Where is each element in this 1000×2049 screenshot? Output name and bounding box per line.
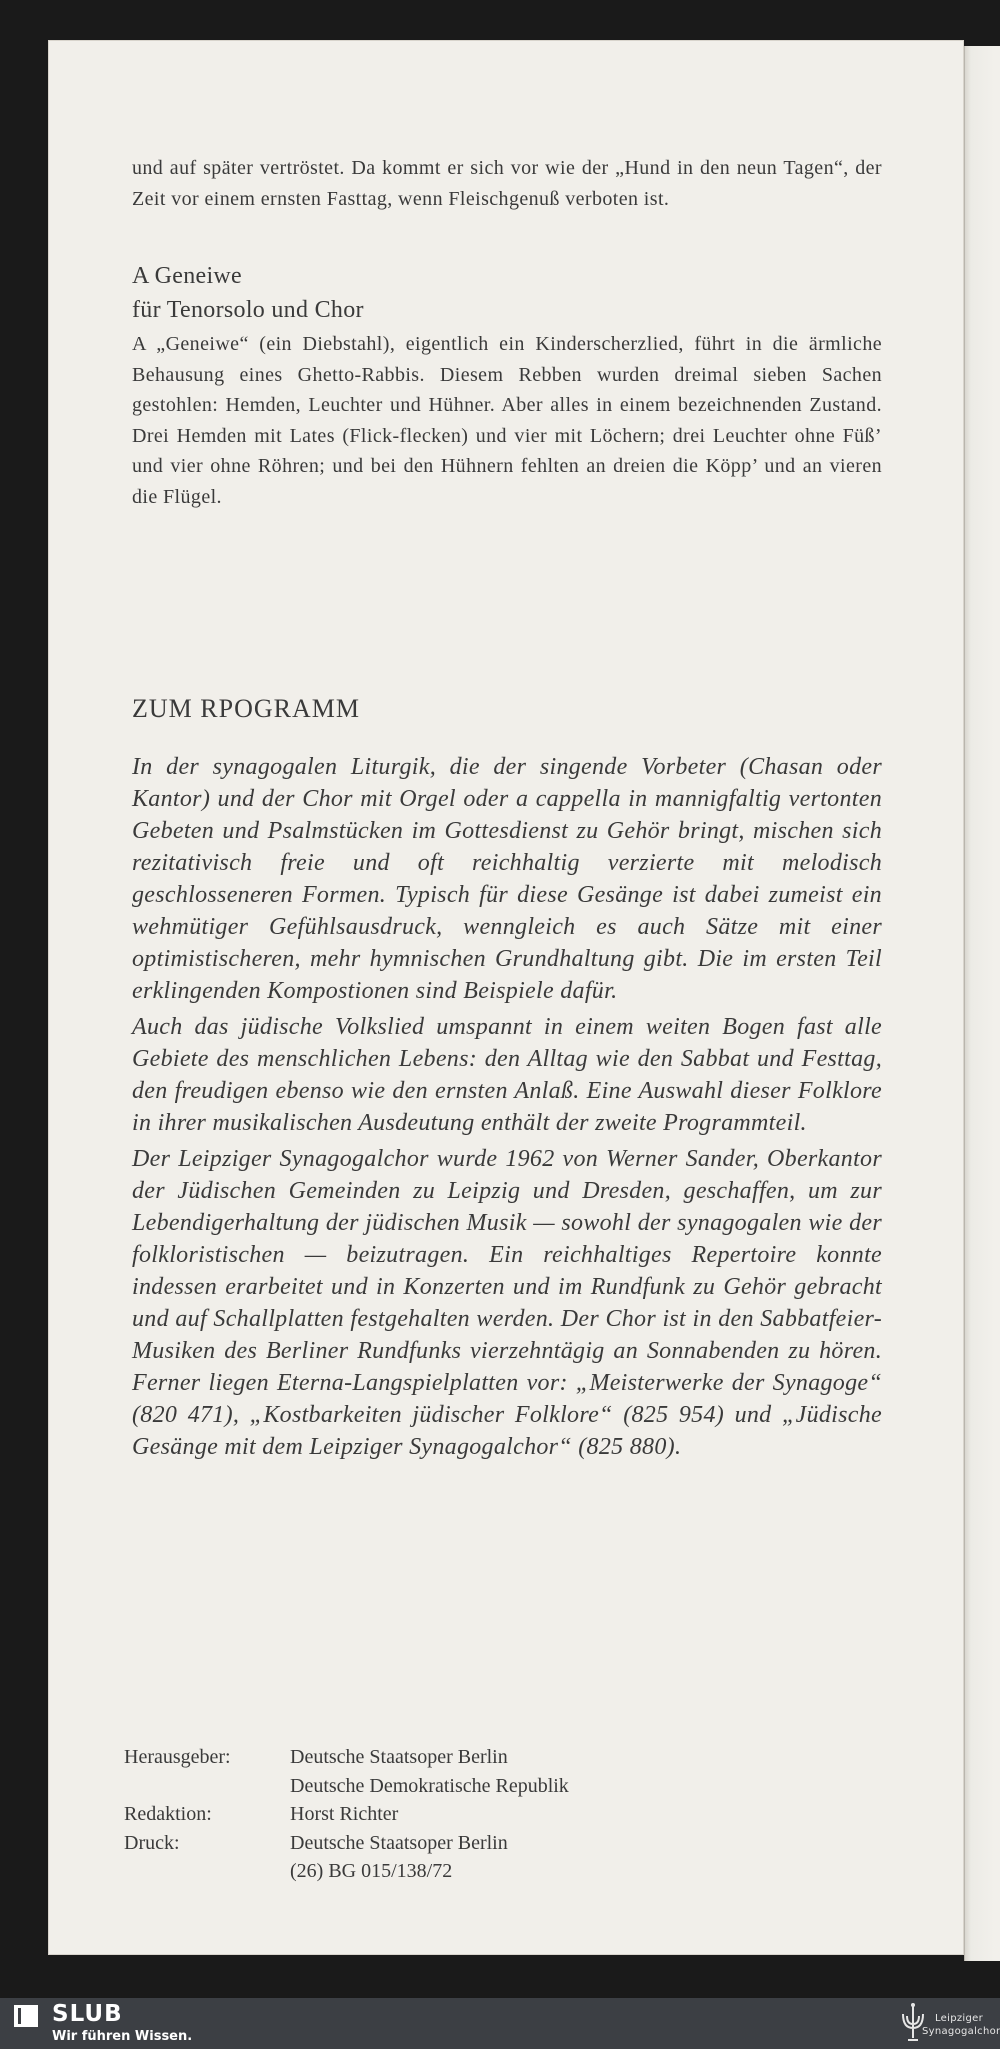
choir-name: Leipziger Synagogalchor	[922, 2013, 1000, 2037]
publisher-value-2: Deutsche Demokratische Republik	[290, 1774, 569, 1797]
publisher-label: Herausgeber:	[124, 1746, 231, 1768]
editor-label: Redaktion:	[124, 1803, 212, 1825]
song-title: A Geneiwe	[132, 263, 242, 289]
program-paragraph: Auch das jüdische Volkslied umspannt in einem weiten Bogen fast alle Gebiete des menschlichen Lebens: den Alltag wie den Sabbat und Festtag, den freudigen ebenso wie den ernsten Anlaß. Eine Auswahl dieser Folklore in ihrer musikalischen Ausdeutung enthält der zweite Programmteil.	[132, 1014, 882, 1136]
page-edge	[964, 46, 1000, 1961]
program-paragraph: Der Leipziger Synagogalchor wurde 1962 von Werner Sander, Oberkantor der Jüdischen Gemeinden zu Leipzig und Dresden, geschaffen, um zur Lebendigerhaltung der jüdischen Musik — sowohl der synagogalen wie der folkloristischen — beizutragen. Ein reichhaltiges Repertoire konnte indessen erarbeitet und in Konzerten und im Rundfunk zu Gehör gebracht und auf Schallplatten festgehalten werden. Der Chor ist in den Sabbatfeier-Musiken des Berliner Rundfunks vierzehntägig an Sonnabenden zu hören. Ferner liegen Eterna-Langspielplatten vor: „Meisterwerke der Synagoge“ (820 471), „Kostbarkeiten jüdischer Folklore“ (825 954) und „Jüdische Gesänge mit dem Leipziger Synagogalchor“ (825 880).	[132, 1146, 882, 1460]
song-section	[132, 259, 882, 512]
song-subtitle: für Tenorsolo und Chor	[132, 297, 364, 323]
editor-value: Horst Richter	[290, 1803, 399, 1825]
print-label: Druck:	[124, 1831, 180, 1854]
library-name: SLUB	[52, 2001, 123, 2027]
slub-book-icon	[14, 2005, 38, 2027]
program-heading-block	[132, 694, 882, 724]
publisher-value: Deutsche Staatsoper Berlin	[290, 1746, 508, 1768]
program-paragraph: In der synagogalen Liturgik, die der singende Vorbeter (Chasan oder Kantor) und der Chor mit Orgel oder a cappella in mannigfaltig vertonten Gebeten und Psalmstücken im Gottesdienst zu Gehör bringt, mischen sich rezitativisch freie und oft reichhaltig verzierte mit melodisch geschlosseneren Formen. Typisch für diese Gesänge ist dabei zumeist ein wehmütiger Gefühlsausdruck, wenngleich es auch Sätze mit einer optimistischeren, mehr hymnischen Grundhaltung gibt. Die im ersten Teil erklingenden Kompostionen sind Beispiele dafür.	[132, 754, 882, 1004]
song-description: A „Geneiwe“ (ein Diebstahl), eigentlich ein Kinderscherzlied, führt in die ärmliche Behausung eines Ghetto-Rabbis. Diesem Rebben wurden dreimal sieben Sachen gestohlen: Hemden, Leuchter und Hühner. Aber alles in einem bezeichnenden Zustand. Drei Hemden mit Lates (Flick-flecken) und vier mit Löchern; drei Leuchter ohne Füß’ und vier ohne Röhren; und bei den Hühnern fehlten an dreien die Köpp’ und an vieren die Flügel.	[132, 333, 882, 508]
footer-bar	[0, 1998, 1000, 2049]
library-tagline: Wir führen Wissen.	[52, 2029, 193, 2044]
print-value: Deutsche Staatsoper Berlin	[290, 1831, 508, 1854]
intro-paragraph: und auf später vertröstet. Da kommt er sich vor wie der „Hund in den neun Tagen“, der Zeit vor einem ernsten Fasttag, wenn Fleischgenuß verboten ist.	[132, 157, 882, 210]
program-heading: ZUM RPOGRAMM	[132, 694, 360, 723]
imprint	[124, 1743, 569, 1886]
print-code: (26) BG 015/138/72	[290, 1860, 453, 1882]
program-text	[132, 751, 882, 1467]
